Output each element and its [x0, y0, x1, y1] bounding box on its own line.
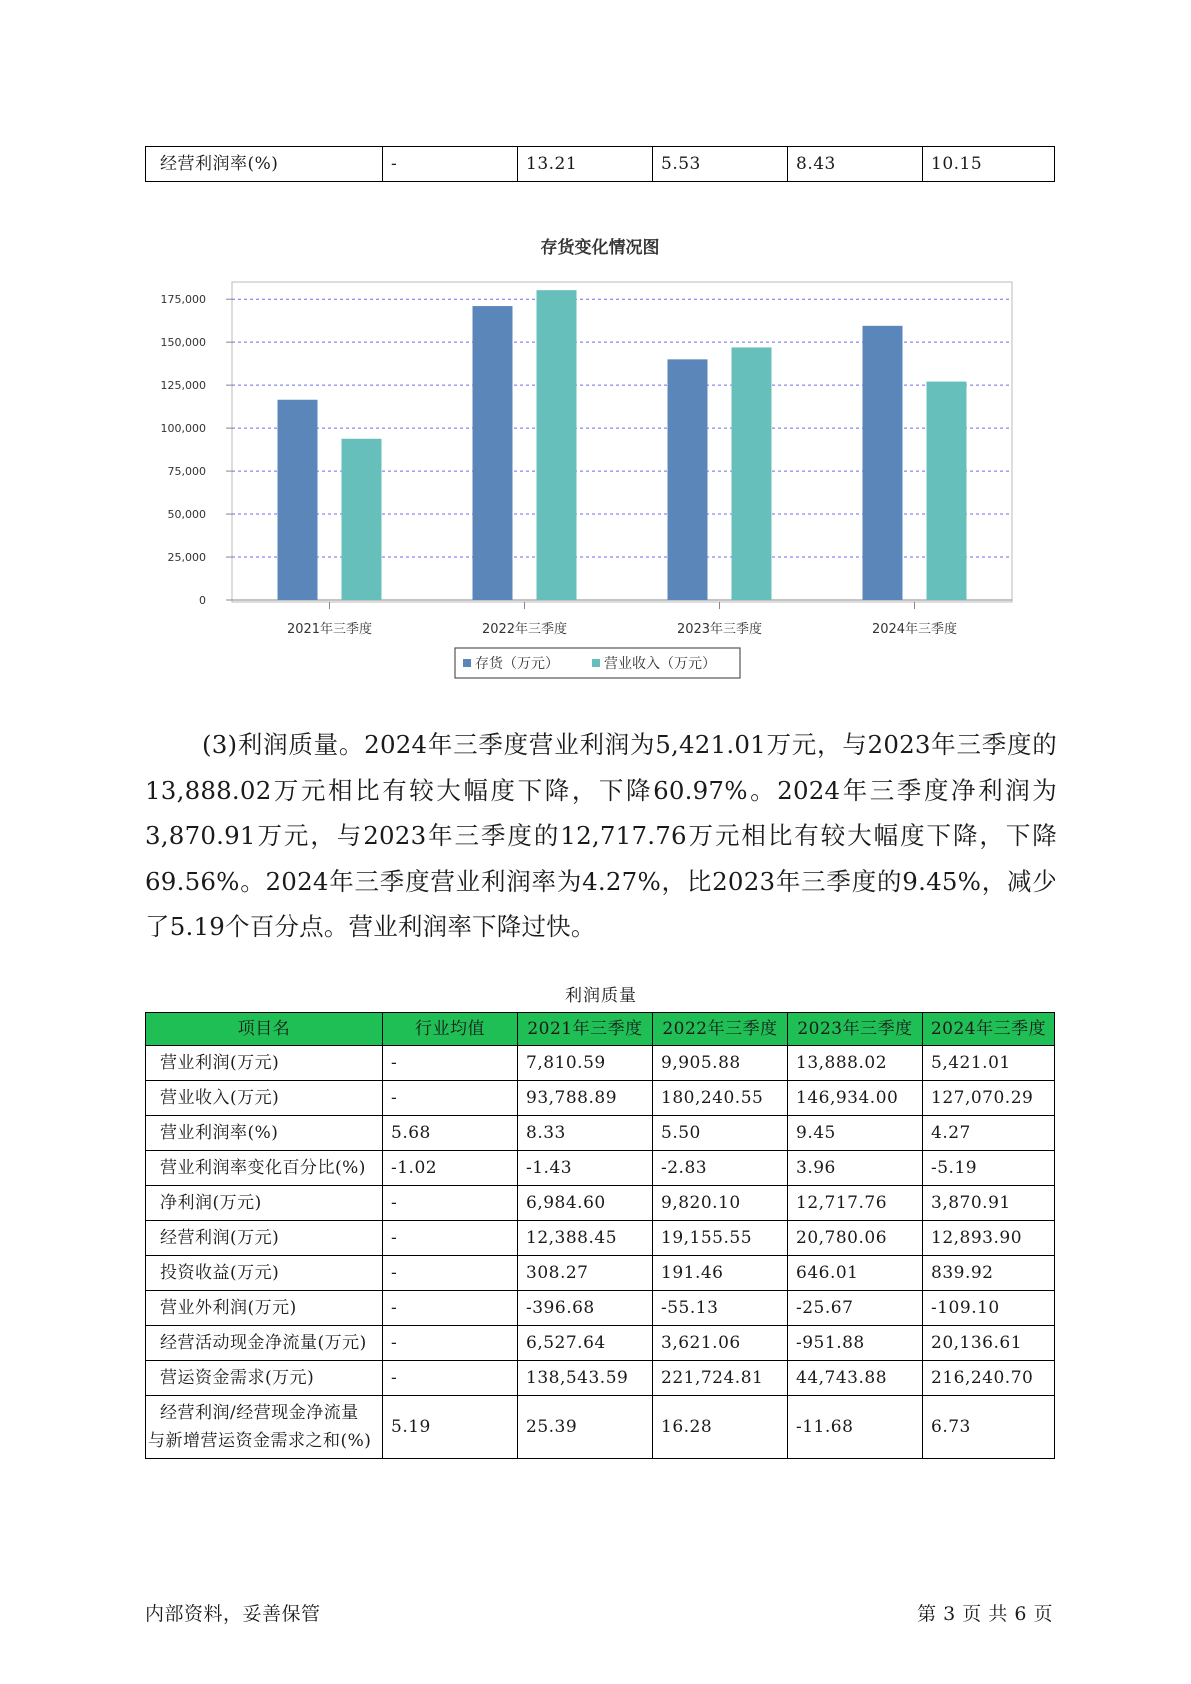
- table-cell: -396.68: [518, 1291, 653, 1326]
- bar-inventory: [863, 326, 903, 600]
- table-row: [146, 1081, 1055, 1116]
- table-cell: 3,621.06: [653, 1326, 788, 1361]
- table-cell: 12,893.90: [923, 1221, 1055, 1256]
- row-label: 营业利润率变化百分比(%): [146, 1151, 383, 1186]
- table-cell: 20,780.06: [788, 1221, 923, 1256]
- table-cell: 9,905.88: [653, 1046, 788, 1081]
- table-cell: 6,984.60: [518, 1186, 653, 1221]
- table-cell: -: [383, 1291, 518, 1326]
- table-cell: -5.19: [923, 1151, 1055, 1186]
- table-cell: -55.13: [653, 1291, 788, 1326]
- row-label: 经营活动现金净流量(万元): [146, 1326, 383, 1361]
- x-tick-label: 2023年三季度: [676, 622, 763, 637]
- chart-title: 存货变化情况图: [540, 238, 660, 258]
- legend-swatch-inventory: [463, 659, 471, 667]
- row-label: 投资收益(万元): [146, 1256, 383, 1291]
- column-header: 2022年三季度: [653, 1013, 788, 1046]
- table-cell: 4.27: [923, 1116, 1055, 1151]
- row-label: 营业收入(万元): [146, 1081, 383, 1116]
- y-tick-label: 0: [199, 594, 206, 607]
- table-row: [146, 1221, 1055, 1256]
- table-cell: -11.68: [788, 1396, 923, 1459]
- table-row: [146, 1186, 1055, 1221]
- row-label: 营运资金需求(万元): [146, 1361, 383, 1396]
- bar-revenue: [537, 290, 577, 600]
- legend-label-revenue: 营业收入（万元）: [604, 656, 716, 672]
- table-row: [146, 147, 1055, 182]
- bar-revenue: [732, 347, 772, 600]
- table-cell: 6.73: [923, 1396, 1055, 1459]
- table-cell: 646.01: [788, 1256, 923, 1291]
- table-cell: 93,788.89: [518, 1081, 653, 1116]
- table-cell: -: [383, 1046, 518, 1081]
- table-cell: 9,820.10: [653, 1186, 788, 1221]
- table-cell: 191.46: [653, 1256, 788, 1291]
- table-cell: 16.28: [653, 1396, 788, 1459]
- inventory-chart: [150, 225, 1050, 680]
- row-label: 经营利润(万元): [146, 1221, 383, 1256]
- table-cell: 经营利润率(%): [146, 147, 383, 182]
- table-cell: 25.39: [518, 1396, 653, 1459]
- bar-inventory: [278, 400, 318, 600]
- column-header: 行业均值: [383, 1013, 518, 1046]
- bar-revenue: [342, 439, 382, 600]
- y-tick-label: 25,000: [167, 551, 206, 565]
- table-cell: 8.33: [518, 1116, 653, 1151]
- table-cell: 13,888.02: [788, 1046, 923, 1081]
- column-header: 项目名: [146, 1013, 383, 1046]
- table-cell: 839.92: [923, 1256, 1055, 1291]
- bar-inventory: [668, 359, 708, 600]
- table-row: [146, 1116, 1055, 1151]
- table-row: [146, 1361, 1055, 1396]
- row-label: 营业外利润(万元): [146, 1291, 383, 1326]
- table-row: [146, 1151, 1055, 1186]
- profit-quality-table: [145, 1012, 1055, 1459]
- table-cell: 13.21: [518, 147, 653, 182]
- table-cell: 3.96: [788, 1151, 923, 1186]
- column-header: 2024年三季度: [923, 1013, 1055, 1046]
- table-cell: -109.10: [923, 1291, 1055, 1326]
- table-cell: -2.83: [653, 1151, 788, 1186]
- table-cell: 10.15: [923, 147, 1055, 182]
- table-cell: 19,155.55: [653, 1221, 788, 1256]
- table-cell: 12,717.76: [788, 1186, 923, 1221]
- y-tick-label: 100,000: [160, 422, 206, 436]
- operating-margin-table: [145, 146, 1055, 182]
- row-label: 净利润(万元): [146, 1186, 383, 1221]
- table-cell: 221,724.81: [653, 1361, 788, 1396]
- table-cell: 8.43: [788, 147, 923, 182]
- table-cell: 127,070.29: [923, 1081, 1055, 1116]
- bar-inventory: [473, 306, 513, 600]
- table-row: [146, 1326, 1055, 1361]
- column-header: 2023年三季度: [788, 1013, 923, 1046]
- x-tick-label: 2024年三季度: [871, 622, 958, 637]
- x-tick-label: 2021年三季度: [286, 622, 373, 637]
- y-tick-label: 150,000: [160, 336, 206, 350]
- bar-revenue: [927, 382, 967, 600]
- table-cell: -: [383, 1081, 518, 1116]
- table-cell: -: [383, 1256, 518, 1291]
- table-cell: 5.19: [383, 1396, 518, 1459]
- table-cell: 3,870.91: [923, 1186, 1055, 1221]
- table-cell: 146,934.00: [788, 1081, 923, 1116]
- y-tick-label: 125,000: [160, 379, 206, 393]
- table-cell: 180,240.55: [653, 1081, 788, 1116]
- table-cell: 138,543.59: [518, 1361, 653, 1396]
- table-cell: 308.27: [518, 1256, 653, 1291]
- table-cell: 44,743.88: [788, 1361, 923, 1396]
- table-cell: 216,240.70: [923, 1361, 1055, 1396]
- table-cell: 5.53: [653, 147, 788, 182]
- x-tick-label: 2022年三季度: [481, 622, 568, 637]
- table-cell: 5,421.01: [923, 1046, 1055, 1081]
- table-cell: -: [383, 147, 518, 182]
- table-cell: -: [383, 1221, 518, 1256]
- profit-quality-paragraph: (3)利润质量。2024年三季度营业利润为5,421.01万元，与2023年三季度的13,888.02万元相比有较大幅度下降，下降60.97%。2024年三季度净利润为3,870.91万元，与2023年三季度的12,717.76万元相比有较大幅度下降，下降69.56%。2024年三季度营业利润率为4.27%，比2023年三季度的9.45%，减少了5.19个百分点。营业利润率下降过快。: [145, 730, 1057, 941]
- y-tick-label: 75,000: [167, 465, 206, 479]
- legend-label-inventory: 存货（万元）: [475, 656, 559, 672]
- row-label: 营业利润(万元): [146, 1046, 383, 1081]
- table-row: [146, 1396, 1055, 1459]
- table-row: [146, 1256, 1055, 1291]
- column-header: 2021年三季度: [518, 1013, 653, 1046]
- y-tick-label: 50,000: [167, 508, 206, 522]
- table-cell: 9.45: [788, 1116, 923, 1151]
- table-cell: -25.67: [788, 1291, 923, 1326]
- table-header-row: [146, 1013, 1055, 1046]
- table-cell: -1.02: [383, 1151, 518, 1186]
- row-label: 经营利润/经营现金净流量与新增营运资金需求之和(%): [146, 1396, 383, 1459]
- chart-legend: [455, 648, 740, 678]
- row-label: 营业利润率(%): [146, 1116, 383, 1151]
- table-cell: 5.68: [383, 1116, 518, 1151]
- table-cell: -: [383, 1186, 518, 1221]
- table-row: [146, 1291, 1055, 1326]
- table-row: [146, 1046, 1055, 1081]
- table-cell: 6,527.64: [518, 1326, 653, 1361]
- page-number: 第 3 页 共 6 页: [917, 1603, 1053, 1625]
- legend-swatch-revenue: [592, 659, 600, 667]
- y-tick-label: 175,000: [160, 293, 206, 307]
- table-cell: -951.88: [788, 1326, 923, 1361]
- table-cell: -1.43: [518, 1151, 653, 1186]
- table-cell: 5.50: [653, 1116, 788, 1151]
- table-cell: 12,388.45: [518, 1221, 653, 1256]
- footer-confidential: 内部资料，妥善保管: [145, 1603, 321, 1625]
- table-caption: 利润质量: [565, 986, 637, 1006]
- table-cell: -: [383, 1361, 518, 1396]
- table-cell: 20,136.61: [923, 1326, 1055, 1361]
- table-cell: 7,810.59: [518, 1046, 653, 1081]
- table-cell: -: [383, 1326, 518, 1361]
